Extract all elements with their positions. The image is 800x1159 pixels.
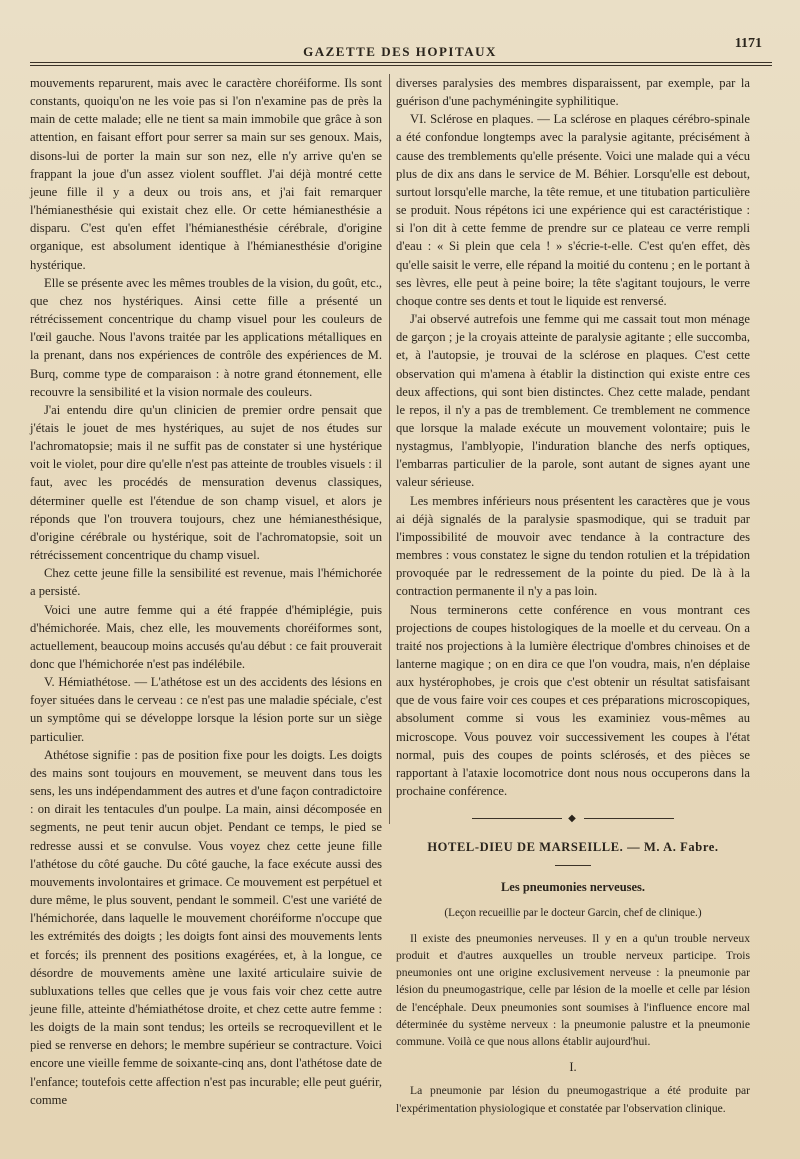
paragraph: Les membres inférieurs nous présentent les caractères que je vous ai déjà signalés de la paralysie spasmodique, qui se traduit par l'impossibilité de mouvoir avec tendance à la contracture des membres : vous constatez le signe du tendon rotulien et la trépidation provoquée par le redressement de la pointe du pied. De là à la contraction permanente il n'y a pas loin. — [396, 493, 750, 599]
section-subtitle: Les pneumonies nerveuses. — [500, 879, 646, 894]
section-note: (Leçon recueillie par le docteur Garcin, chef de clinique.) — [444, 906, 702, 919]
paragraph: mouvements reparurent, mais avec le caractère choréiforme. Ils sont constants, quoiqu'on ne les voie pas si l'on n'examine pas de près la main de cette malade; elle ne tient sa main immobile que grâce à son attention, en faisant effort pour serrer sa main sur ses genoux. Mais, disons-lui de porter la main sur son nez, elle n'y arrive qu'en se frappant la joue d'un assez violent soufflet. J'ai déjà montré cette jeune fille il y a deux ou trois ans, et j'ai fait remarquer l'hémianesthésie qui existait chez elle. Or cette hémianesthésie a disparu. C'est qu'en effet l'hémianesthésie cérébrale, d'origine organique, est absolument identique à l'hémianesthésie d'origine hystérique. — [30, 76, 382, 272]
paragraph: V. Hémiathétose. — L'athétose est un des accidents des lésions en foyer situées dans le cerveau : ce n'est pas une maladie spéciale, c'est un symptôme qui se développe lorsque la lésion porte sur un siège particulier. — [30, 675, 382, 744]
journal-title: GAZETTE DES HOPITAUX — [303, 44, 497, 59]
section-title: HOTEL-DIEU DE MARSEILLE. — M. A. Fabre. — [427, 840, 719, 855]
paragraph: diverses paralysies des membres disparaissent, par exemple, par la guérison d'une pachyméningite syphilitique. — [396, 76, 750, 109]
paragraph: Chez cette jeune fille la sensibilité est revenue, mais l'hémichorée a persisté. — [30, 566, 382, 599]
paragraph: Athétose signifie : pas de position fixe pour les doigts. Les doigts des mains sont toujours en mouvement, se meuvent dans tous les sens, les uns indépendamment des autres et d'une façon contradictoire : on dirait les tentacules d'un poulpe. La main, ainsi décomposée en segments, ne peut tenir aucun objet. Pendant ce temps, le pied se redresse aussi et se convulse. Vous voyez chez cette jeune fille l'athétose du côté gauche. Du côté gauche, la face exécute aussi des mouvements involontaires et grimace. Ce mouvement est perpétuel et dure même, le plus souvent, pendant le sommeil. C'est une variété de l'hémichorée, dans laquelle le mouvement choréiforme n'occupe que les extrémités des doigts ; les doigts font ainsi des mouvements lents et forcés; ils prennent des positions exagérées, et, à la longue, ce désordre de mouvements amène une laxité articulaire suivie de subluxations telles que celles que je vous fais voir chez cette autre jeune fille, atteinte d'hémiathétose droite, et chez cette autre femme : les doigts de la main sont tendus; les orteils se recroquevillent et le pied se renverse en dehors; le membre supérieur se contracture. Voici encore une vieille femme de soixante-cinq ans, dont l'athétose date de l'enfance; toutefois cette affection n'est pas incurable; elle peut guérir, comme — [30, 747, 382, 1107]
right-column — [396, 74, 750, 1117]
page-header — [0, 0, 800, 60]
part-number: I. — [569, 1060, 577, 1075]
paragraph: J'ai observé autrefois une femme qui me cassait tout mon ménage de garçon ; je la croyais atteinte de paralysie agitante ; elle succomba, et, à l'autopsie, je trouvai de la sclérose en plaques. C'est cette observation qui m'amena à établir la distinction qui existe entre ces deux affections, qui sont bien distinctes. Chez cette malade, pendant le repos, il n'y a pas de tremblement. Ce tremblement ne commence que lorsque la malade exécute un mouvement volontaire; puis le nystagmus, l'amblyopie, l'induration blanche des nerfs optiques, l'embarras particulier de la parole, sont autant de signes ayant une valeur sérieuse. — [396, 312, 750, 490]
column-divider — [389, 74, 390, 824]
header-rule — [30, 62, 772, 66]
left-column — [30, 74, 382, 1109]
paragraph: Nous terminerons cette conférence en vous montrant ces projections de coupes histologiques de la moelle et du cerveau. On a traité nos projections à la lumière électrique d'ombres chinoises et de lanterne magique ; on en dira ce que l'on voudra, mais, n'en déplaise aux hystérophobes, je crois que c'est obtenir un résultat satisfaisant que de vous faire voir ces coupes et ces préparations microscopiques, absolument comme si vous les examiniez vous-mêmes au microscope. Vous pouvez voir successivement les coupes à l'état normal, puis des coupes de points sclérosés, et des pièces se rapportant à l'ataxie locomotrice dont nous nous occuperons dans la prochaine conférence. — [396, 602, 750, 799]
paragraph: Elle se présente avec les mêmes troubles de la vision, du goût, etc., que chez nos hystériques. Ainsi cette fille a présenté un rétrécissement concentrique du champ visuel pour les couleurs de l'œil gauche. Nous l'avons traitée par les applications métalliques en la prenant, dans nos expériences de contrôle des expériences de M. Burq, comme type de comparaison : à notre grand étonnement, elle recouvre la sensibilité et la vision normale des couleurs. — [30, 275, 382, 399]
paragraph: VI. Sclérose en plaques. — La sclérose en plaques cérébro-spinale a été confondue longtemps avec la paralysie agitante, précisément à cause des tremblements qu'elle présente. Voici une malade qui a vécu plus de dix ans dans le service de M. Béhier. Lorsqu'elle est debout, surtout lorsqu'elle marche, la tête remue, et une titubation particulière se produit. Nous répétons ici une expérience qui est caractéristique : si l'on dit à cette femme de prendre sur ce plateau ce verre rempli d'eau : « Si plein que cela ! » s'écrie-t-elle. C'est qu'en effet, dès qu'elle saisit le verre, elle répand la moitié du contenu ; en le portant à ses lèvres, elle peut à peine boire; la tête s'agitant toujours, le verre choque contre ses dents et tout le liquide est renversé. — [396, 112, 750, 308]
page-number: 1171 — [734, 36, 762, 51]
section-ornament: ◆ — [396, 810, 750, 828]
section-rule — [555, 865, 591, 866]
paragraph: Voici une autre femme qui a été frappée d'hémiplégie, puis d'hémichorée. Mais, chez elle, les mouvements choréiformes sont, actuellement, beaucoup moins accusés qu'au début : ce fait prouverait donc que l'hémichorée n'est pas indélébile. — [30, 602, 382, 671]
paragraph: J'ai entendu dire qu'un clinicien de premier ordre pensait que j'étais le jouet de mes hystériques, au sujet de nos études sur l'achromatopsie; mais il ne suffit pas de constater si une hystérique voit le violet, pour dire qu'elle n'est pas atteinte de troubles visuels : il faut, avec les procédés de mensuration devenus classiques, déterminer quelle est l'étendue de son champ visuel, et alors je réponds que l'on trouvera toujours, chez une hémianesthésique, d'origine cérébrale ou hystérique, soit de l'achromatopsie, soit un rétrécissement concentrique du champ visuel. — [30, 402, 382, 563]
paragraph: Il existe des pneumonies nerveuses. Il y en a qu'un trouble nerveux produit et d'autres auxquelles un trouble nerveux participe. Trois pneumonies ont une origine exclusivement nerveuse : la pneumonie par lésion du pneumogastrique, celle par lésion de la moelle et celle par lésion de l'encéphale. Deux pneumonies sont soumises à l'influence encore mal déterminée du système nerveux : la pneumonie palustre et la pneumonie commune. Voilà ce que nous allons établir aujourd'hui. — [396, 931, 750, 1049]
paragraph: La pneumonie par lésion du pneumogastrique a été produite par l'expérimentation physiologique et constatée par l'observation clinique. — [396, 1084, 750, 1115]
